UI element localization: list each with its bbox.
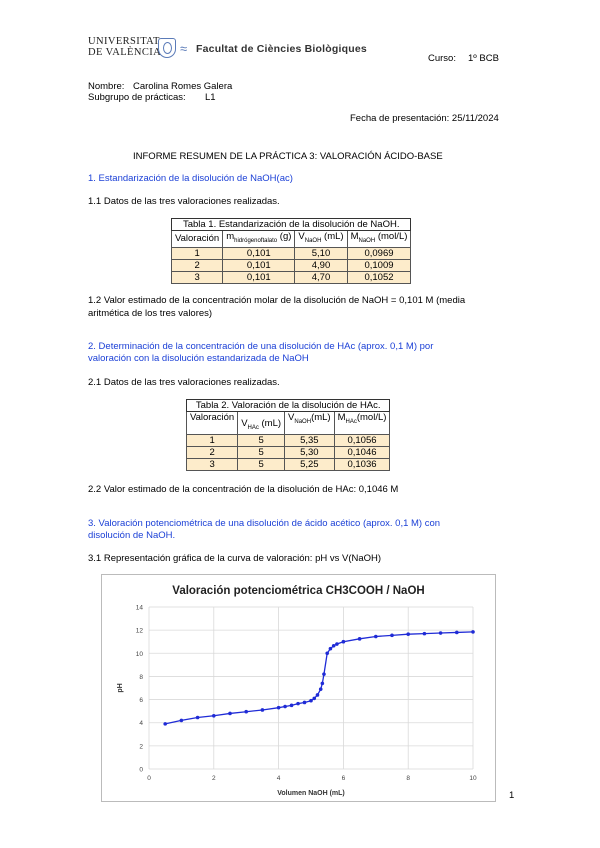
table-header: $V_{NaOH}$ (mL) [295, 231, 347, 248]
course-label: Curso: [428, 53, 456, 64]
table-row [172, 259, 411, 271]
data-point [283, 705, 287, 709]
data-point [316, 693, 320, 697]
table-1 [171, 218, 411, 284]
table-header: $m_{hidrógenoftalato}$ (g) [223, 231, 295, 248]
data-point [471, 630, 475, 634]
section1-sub2-line1: 1.2 Valor estimado de la concentración molar de la disolución de NaOH = 0,101 M (media [88, 295, 466, 306]
data-point [277, 706, 281, 710]
y-tick-label: 12 [135, 627, 143, 635]
data-point [309, 699, 313, 703]
y-tick-label: 2 [139, 743, 143, 751]
presentation-date: Fecha de presentación: 25/11/2024 [350, 113, 499, 124]
data-point [358, 637, 362, 641]
data-point [180, 719, 184, 723]
x-tick-label: 10 [469, 775, 477, 782]
table-cell: 3 [187, 459, 238, 471]
data-point [439, 631, 443, 635]
table-row [172, 247, 411, 259]
data-point [322, 672, 326, 676]
table-cell: 5,25 [285, 459, 335, 471]
data-point [163, 722, 167, 726]
data-point [325, 651, 329, 655]
data-point [290, 704, 294, 708]
table-cell: 1 [172, 247, 223, 259]
table-cell: 4,90 [295, 259, 347, 271]
table-header: $M_{NaOH}$ (mol/L) [347, 231, 411, 248]
table-cell: 0,101 [223, 259, 295, 271]
table-cell: 5,30 [285, 447, 335, 459]
course-value: 1º BCB [468, 53, 499, 64]
university-name [88, 36, 161, 58]
table-cell: 5,10 [295, 247, 347, 259]
x-tick-label: 6 [341, 775, 346, 782]
data-point [212, 714, 216, 718]
data-point [261, 708, 265, 712]
data-point [342, 640, 346, 644]
name-value: Carolina Romes Galera [133, 81, 233, 92]
series-line [165, 632, 473, 724]
section3-heading-line2: disolución de NaOH. [88, 530, 176, 541]
report-title: INFORME RESUMEN DE LA PRÁCTICA 3: VALORACIÓN ÁCIDO-BASE [133, 151, 443, 162]
table-cell: 0,1046 [334, 447, 390, 459]
section2-heading-line1: 2. Determinación de la concentración de una disolución de HAc (aprox. 0,1 M) por [88, 341, 434, 352]
y-tick-label: 8 [139, 673, 143, 681]
data-point [374, 635, 378, 639]
table-caption: Tabla 1. Estandarización de la disolución de NaOH. [172, 219, 411, 231]
table-row [187, 459, 390, 471]
table-2 [186, 399, 390, 471]
table-header: $M_{HAc}(mol/L)$ [334, 412, 390, 435]
table-cell: 5,35 [285, 435, 335, 447]
section3-sub1: 3.1 Representación gráfica de la curva de valoración: pH vs V(NaOH) [88, 553, 382, 564]
x-tick-label: 8 [406, 775, 411, 782]
table-cell: 0,1009 [347, 259, 411, 271]
data-point [455, 631, 459, 635]
data-point [406, 632, 410, 636]
data-point [228, 712, 232, 716]
x-axis-label: Volumen NaOH (mL) [277, 790, 345, 797]
y-tick-label: 10 [135, 650, 143, 658]
table-cell: 0,1052 [347, 271, 411, 283]
table-cell: 0,1036 [334, 459, 390, 471]
table-cell: 5 [238, 435, 285, 447]
data-point [329, 647, 333, 651]
chart-title: Valoración potenciométrica CH3COOH / NaOH [172, 585, 425, 597]
name-label: Nombre: [88, 81, 125, 92]
table-header: $V_{NaOH}(mL)$ [285, 412, 335, 435]
data-point [321, 682, 325, 686]
y-tick-label: 14 [135, 604, 143, 612]
table-cell: 1 [187, 435, 238, 447]
university-line2: DE VALÈNCIA [88, 47, 162, 58]
table-row [187, 435, 390, 447]
section1-heading: 1. Estandarización de la disolución de NaOH(ac) [88, 173, 293, 184]
titration-chart [101, 574, 496, 802]
section2-heading-line2: valoración con la disolución estandarizada de NaOH [88, 353, 309, 364]
page-number: 1 [509, 790, 515, 801]
x-tick-label: 4 [276, 775, 281, 782]
y-tick-label: 6 [139, 697, 143, 705]
data-point [296, 702, 300, 706]
table-cell: 0,0969 [347, 247, 411, 259]
data-point [332, 644, 336, 648]
group-label: Subgrupo de prácticas: [88, 92, 186, 103]
chart-svg [102, 575, 495, 801]
table-cell: 2 [172, 259, 223, 271]
university-logo [88, 36, 367, 64]
table-cell: 5 [238, 447, 285, 459]
table-cell: 0,101 [223, 247, 295, 259]
x-tick-label: 0 [147, 775, 151, 782]
y-tick-label: 4 [139, 720, 143, 728]
shield-icon [158, 38, 176, 58]
x-tick-label: 2 [211, 775, 216, 782]
table-cell: 4,70 [295, 271, 347, 283]
group-value: L1 [205, 92, 216, 103]
table-cell: 0,1056 [334, 435, 390, 447]
y-axis-label: pH [117, 683, 124, 693]
table-cell: 0,101 [223, 271, 295, 283]
section1-sub1: 1.1 Datos de las tres valoraciones realizadas. [88, 196, 280, 207]
table-header: $V_{HAc}$ (mL) [238, 412, 285, 435]
data-point [303, 701, 307, 705]
section3-heading-line1: 3. Valoración potenciométrica de una disolución de ácido acético (aprox. 0,1 M) con [88, 518, 441, 529]
data-point [423, 632, 427, 636]
table-header: Valoración [172, 231, 223, 248]
data-point [390, 634, 394, 638]
section2-sub1: 2.1 Datos de las tres valoraciones realizadas. [88, 377, 280, 388]
data-point [196, 716, 200, 720]
table-cell: 2 [187, 447, 238, 459]
y-tick-label: 0 [139, 766, 143, 774]
table-caption: Tabla 2. Valoración de la disolución de HAc. [187, 400, 390, 412]
table-row [187, 447, 390, 459]
wave-icon: ≈ [180, 41, 188, 56]
section1-sub2-line2: aritmética de los tres valores) [88, 308, 213, 319]
university-line1: UNIVERSITAT [88, 36, 160, 47]
table-header: Valoración [187, 412, 238, 435]
section2-sub2: 2.2 Valor estimado de la concentración de la disolución de HAc: 0,1046 M [88, 484, 399, 495]
data-point [319, 687, 323, 691]
table-row [172, 271, 411, 283]
data-point [312, 697, 316, 701]
table-cell: 3 [172, 271, 223, 283]
table-cell: 5 [238, 459, 285, 471]
data-point [335, 642, 339, 646]
data-point [244, 710, 248, 714]
faculty-name: Facultat de Ciències Biològiques [196, 43, 367, 55]
